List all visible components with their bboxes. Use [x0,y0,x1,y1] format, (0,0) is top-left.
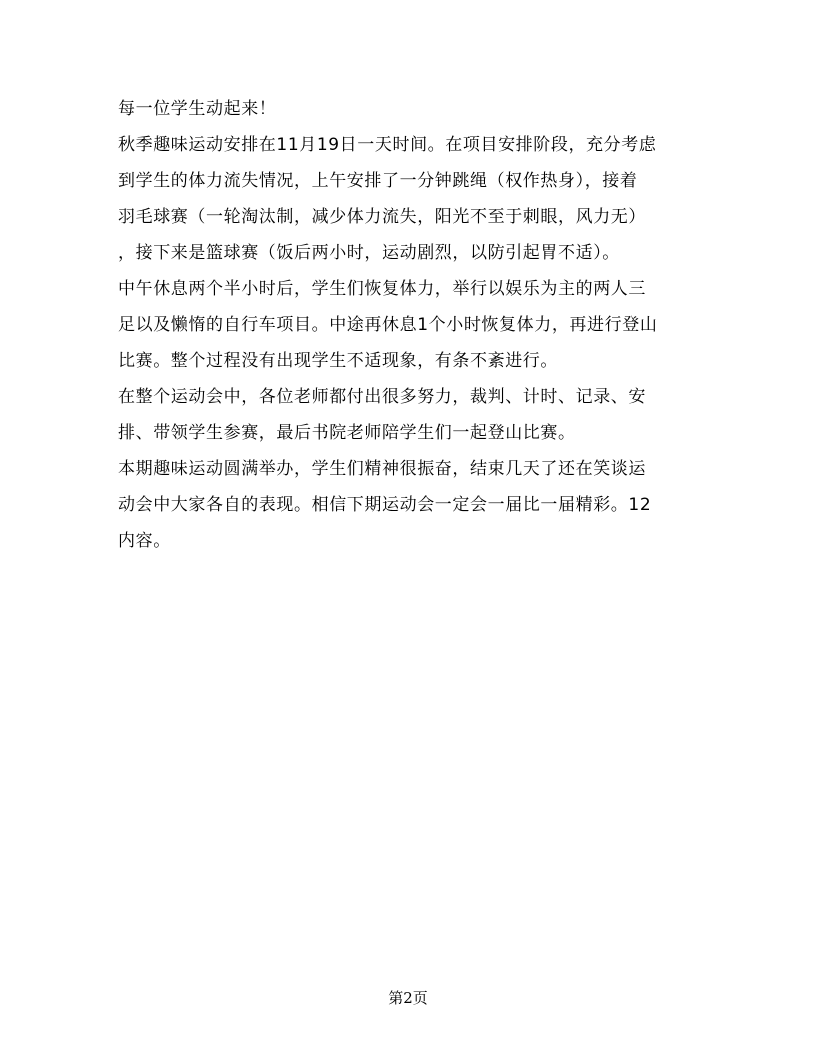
text-line: 中午休息两个半小时后，学生们恢复体力，举行以娱乐为主的两人三 [118,279,646,299]
text-line: 羽毛球赛（一轮淘汰制，减少体力流失，阳光不至于刺眼，风力无） [118,207,646,227]
text-line: 比赛。整个过程没有出现学生不适现象，有条不紊进行。 [118,351,558,371]
text-line: 到学生的体力流失情况，上午安排了一分钟跳绳（权作热身），接着 [118,171,638,191]
text-line: 足以及懒惰的自行车项目。中途再休息1个小时恢复体力，再进行登山 [118,315,658,335]
text-line: 动会中大家各自的表现。相信下期运动会一定会一届比一届精彩。12 [118,495,652,515]
text-line: ，接下来是篮球赛（饭后两小时，运动剧烈，以防引起胃不适）。 [118,243,620,263]
text-line: 内容。 [118,531,171,551]
text-line: 每一位学生动起来！ [118,99,277,119]
document-body [118,91,700,559]
text-line: 秋季趣味运动安排在11月19日一天时间。在项目安排阶段，充分考虑 [118,135,657,155]
page-number: 第2页 [388,989,428,1007]
text-line: 排、带领学生参赛，最后书院老师陪学生们一起登山比赛。 [118,423,576,443]
text-line: 在整个运动会中，各位老师都付出很多努力，裁判、计时、记录、安 [118,387,646,407]
text-line: 本期趣味运动圆满举办，学生们精神很振奋，结束几天了还在笑谈运 [118,459,646,479]
